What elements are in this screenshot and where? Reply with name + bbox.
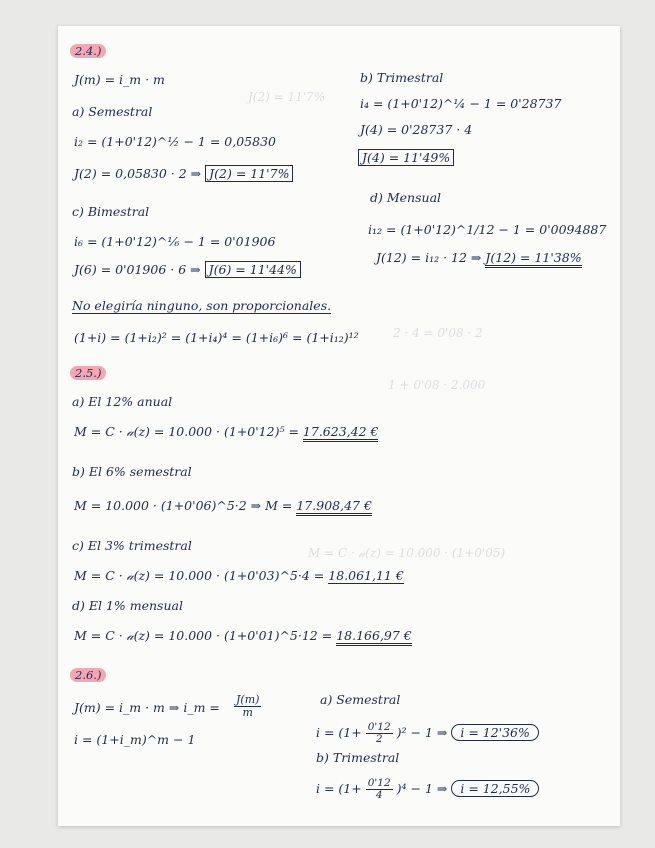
subtitle-12-anual: a) El 12% anual — [72, 394, 173, 409]
eq-25c — [74, 568, 404, 584]
result-25a: 17.623,42 € — [303, 424, 379, 442]
fraction-26a-den: 2 — [375, 733, 383, 745]
note-proporcionales — [72, 298, 331, 314]
eq-j2 — [74, 166, 293, 182]
result-oval-26b: i = 12,55% — [451, 780, 539, 797]
note-text: No elegiría ninguno, son proporcionales. — [72, 298, 332, 313]
subtitle-26-trimestral: b) Trimestral — [316, 750, 400, 765]
subtitle-26-semestral: a) Semestral — [320, 692, 401, 707]
fraction-denominator: m — [242, 706, 253, 719]
fraction-jm-over-m — [234, 694, 261, 719]
section-label-2-4: 2.4.) — [70, 44, 106, 58]
eq-i6: i₆ = (1+0'12)^⅙ − 1 = 0'01906 — [74, 234, 276, 249]
eq-equivalence: (1+i) = (1+i₂)² = (1+i₄)⁴ = (1+i₆)⁶ = (1+i₁₂)¹² — [74, 330, 359, 345]
subtitle-bimestral: c) Bimestral — [72, 204, 150, 219]
eq-26a — [316, 722, 539, 745]
eq-25b — [74, 498, 372, 514]
result-25b: 17.908,47 € — [296, 498, 372, 516]
eq-25a — [74, 424, 378, 440]
fraction-26b — [366, 778, 393, 801]
subtitle-mensual: d) Mensual — [370, 190, 442, 205]
subtitle-trimestral: b) Trimestral — [360, 70, 444, 85]
eq-j4: J(4) = 0'28737 · 4 — [360, 122, 473, 137]
eq-26b — [316, 778, 539, 801]
subtitle-1-mensual: d) El 1% mensual — [72, 598, 183, 613]
eq-j6 — [74, 262, 301, 278]
eq-26-i: i = (1+i_m)^m − 1 — [74, 732, 196, 747]
eq-j6-text: J(6) = 0'01906 · 6 ⇒ — [74, 262, 201, 277]
fraction-26b-den: 4 — [375, 789, 383, 801]
formula-j-m: J(m) = i_m · m — [74, 72, 165, 87]
eq-26b-post: )⁴ − 1 ⇒ — [396, 781, 448, 796]
eq-25a-text: M = C · 𝒶(z) = 10.000 · (1+0'12)⁵ = — [74, 424, 299, 439]
eq-j2-text: J(2) = 0,05830 · 2 ⇒ — [74, 166, 202, 181]
eq-25c-text: M = C · 𝒶(z) = 10.000 · (1+0'03)^5·4 = — [74, 568, 325, 583]
bleed-text: 2 · 4 = 0'08 · 2 — [393, 326, 483, 340]
fraction-26a — [366, 722, 393, 745]
eq-i12: i₁₂ = (1+0'12)^1/12 − 1 = 0'0094887 — [368, 222, 607, 237]
fraction-26a-num: 0'12 — [367, 721, 391, 733]
result-box-j2: J(2) = 11'7% — [205, 165, 293, 182]
section-label-2-6: 2.6.) — [70, 668, 106, 682]
eq-j12-text: J(12) = i₁₂ · 12 ⇒ — [376, 250, 482, 265]
bleed-text: 1 + 0'08 · 2.000 — [388, 378, 486, 392]
result-box-j4-text: J(4) = 11'49% — [358, 149, 454, 166]
eq-26-im: J(m) = i_m · m ⇒ i_m = — [74, 700, 220, 715]
subtitle-6-semestral: b) El 6% semestral — [72, 464, 192, 479]
section-label-2-5: 2.5.) — [70, 366, 106, 380]
eq-i2: i₂ = (1+0'12)^½ − 1 = 0,05830 — [74, 134, 276, 149]
eq-j12 — [376, 250, 582, 266]
notebook-page — [58, 26, 620, 826]
eq-26a-pre: i = (1+ — [316, 725, 362, 740]
result-j12: J(12) = 11'38% — [485, 250, 581, 268]
result-box-j4 — [358, 150, 454, 166]
eq-25b-text: M = 10.000 · (1+0'06)^5·2 ⇒ M = — [74, 498, 293, 513]
eq-26b-pre: i = (1+ — [316, 781, 362, 796]
bleed-text: M = C · 𝒶(z) = 10.000 · (1+0'05) — [308, 546, 506, 560]
result-25d: 18.166,97 € — [336, 628, 412, 646]
eq-i4: i₄ = (1+0'12)^¼ − 1 = 0'28737 — [360, 96, 562, 111]
fraction-numerator: J(m) — [236, 693, 260, 706]
fraction-26b-num: 0'12 — [367, 777, 391, 789]
bleed-text: J(2) = 11'7% — [248, 90, 326, 104]
subtitle-semestral: a) Semestral — [72, 104, 153, 119]
result-box-j6: J(6) = 11'44% — [205, 261, 301, 278]
eq-26a-post: )² − 1 ⇒ — [396, 725, 448, 740]
result-25c: 18.061,11 € — [328, 568, 404, 583]
subtitle-3-trimestral: c) El 3% trimestral — [72, 538, 192, 553]
eq-25d-text: M = C · 𝒶(z) = 10.000 · (1+0'01)^5·12 = — [74, 628, 333, 643]
eq-25d — [74, 628, 412, 644]
result-oval-26a: i = 12'36% — [451, 724, 539, 741]
